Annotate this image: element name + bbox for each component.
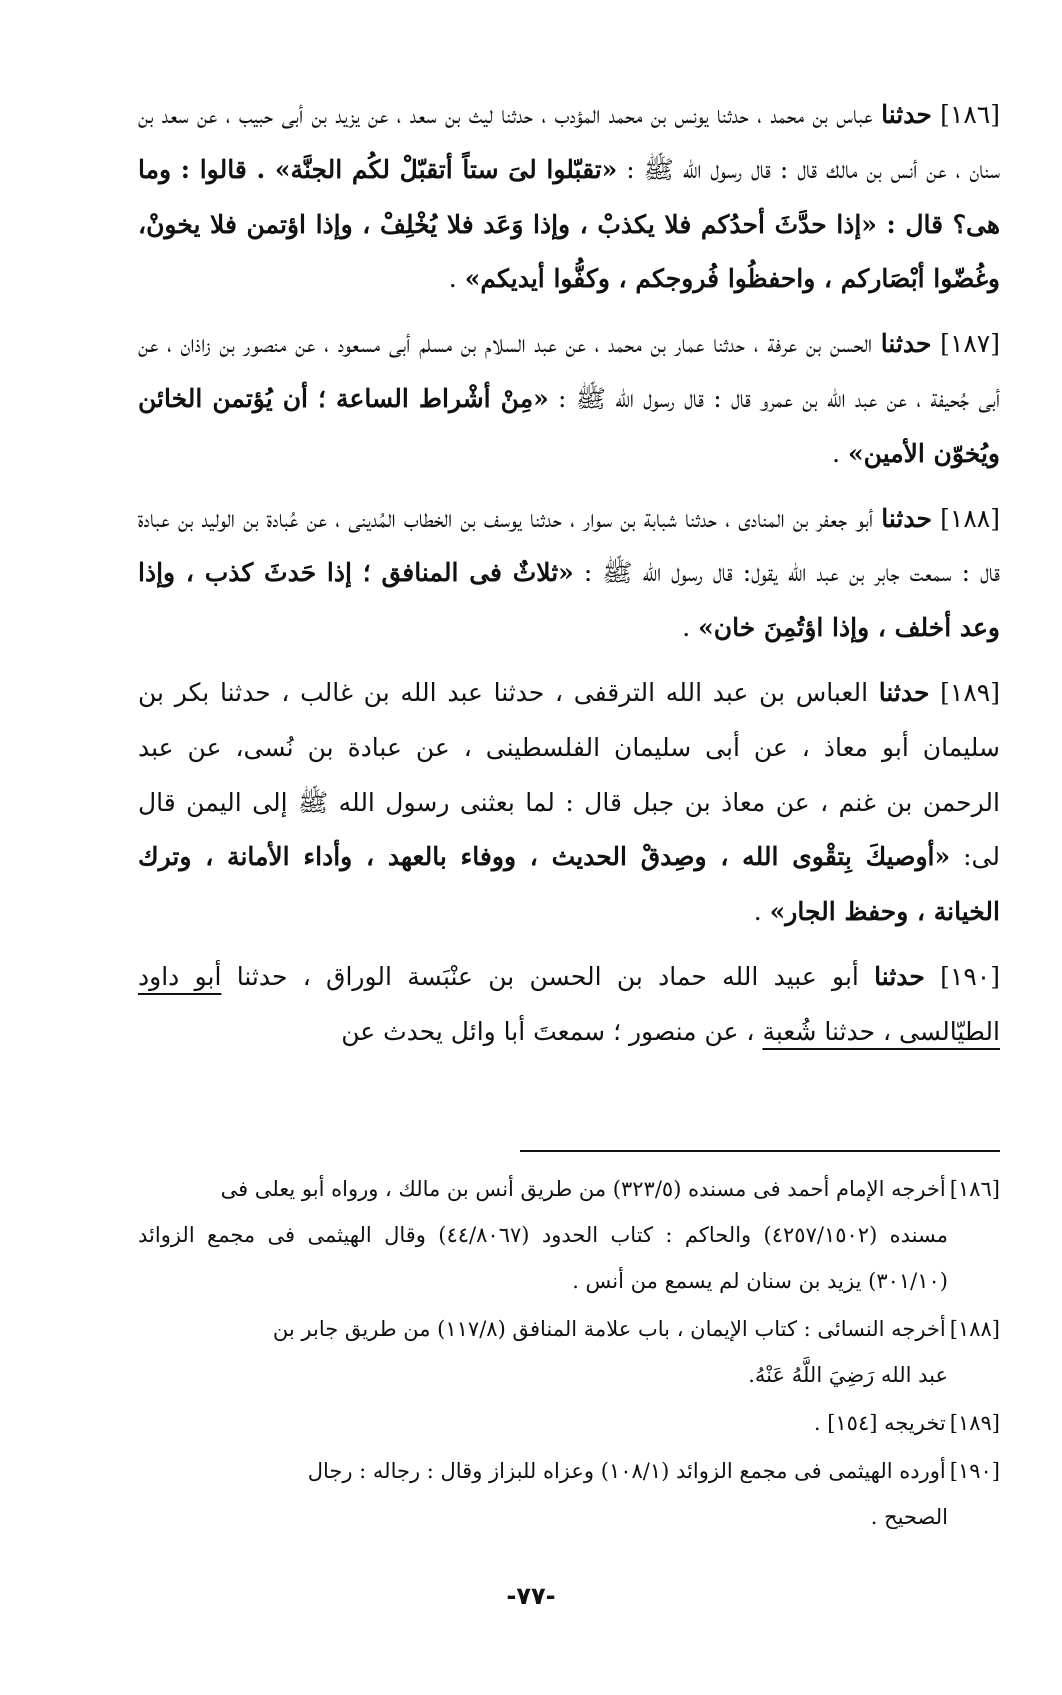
isnad-continuation: ، عن منصور ؛ سمعتَ أبا وائل يحدث عن [341,1016,763,1046]
hadith-number: [١٨٧] [940,329,1000,359]
hadith-186 [138,88,1000,307]
footnote-number: [١٨٦] [949,1177,1000,1201]
haddatha-word: حدثنا [881,503,932,533]
footnote-number: [١٩٠] [949,1459,1000,1483]
footnote-divider [520,1150,1000,1152]
footnote-189 [138,1400,1000,1446]
isnad-text: الحسن بن عرفة ، حدثنا عمار بن محمد ، عن عبد السلام بن مسلم أبى مسعود ، عن منصور بن زاذان ، عن أبى جُحيفة ، عن عبد الله بن عمرو قال : قال رسول الله ﷺ : [138,329,1001,413]
hadith-number: [١٨٨] [940,503,1000,533]
hadith-end: . [753,897,770,927]
isnad-text: عباس بن محمد ، حدثنا يونس بن محمد المؤدب ، حدثنا ليث بن سعد ، عن يزيد بن أبى حبيب ، عن سعد بن سنان ، عن أنس بن مالك قال : قال رسول الله ﷺ : [138,100,1000,184]
matn-text: «تقبّلوا لىَ ستاً أتقبّلْ لكُم الجنَّة» . قالوا : وما هى؟ قال : «إذا حدَّثَ أحدُكم فلا يكذبْ ، وإذا وَعَد فلا يُخْلِفْ ، وإذا اؤتمن فلا يخونْ، وغُضّوا أبْصَاركم ، واحفظُوا فُروجكم ، وكفُّوا أيديكم» [138,154,1000,294]
haddatha-word: حدثنا [881,100,932,129]
hadith-190 [138,950,1000,1060]
footnotes [138,1166,1000,1542]
underlined-narrators: أبو داود الطيّالسى ، حدثنا شُعبة [138,961,1000,1046]
haddatha-word: حدثنا [880,329,932,359]
hadith-187 [138,317,1000,481]
isnad-text: العباس بن عبد الله الترقفى ، حدثنا عبد الله بن غالب ، حدثنا بكر بن سليمان أبو معاذ ، عن أبى سليمان الفلسطينى ، عن عبادة بن نُسى، عن عبد الرحمن بن غنم ، عن معاذ بن جبل قال : لما بعثنى رسول الله ﷺ إلى اليمن قال لى: [138,677,1001,872]
matn-text: «ثلاثٌ فى المنافق ؛ إذا حَدثَ كذب ، وإذا وعد أخلف ، وإذا اؤتُمِنَ خان» [138,558,1000,643]
footnote-number: [١٨٨] [949,1317,1000,1341]
footnote-continuation: عبد الله رَضِيَ اللَّهُ عَنْهُ. [748,1363,948,1387]
isnad-text: أبو جعفر بن المنادى ، حدثنا شبابة بن سوار ، حدثنا يوسف بن الخطاب المُدينى ، عن عُبادة بن الوليد بن عبادة قال : سمعت جابر بن عبد الله يقول: قال رسول الله ﷺ : [138,503,1001,588]
footnote-text: أخرجه النسائى : كتاب الإيمان ، باب علامة المنافق (١١٧/٨) من طريق جابر بن [272,1317,946,1341]
footnote-text: تخريجه [١٥٤] . [813,1411,946,1435]
haddatha-word: حدثنا [878,677,930,707]
hadith-188 [138,492,1000,656]
hadith-number: [١٩٠] [940,961,1000,991]
footnote-number: [١٨٩] [949,1411,1000,1435]
hadith-end: . [832,438,849,468]
footnote-text: أخرجه الإمام أحمد فى مسنده (٣٢٣/٥) من طريق أنس بن مالك ، ورواه أبو يعلى فى [220,1177,946,1201]
footnote-text: أورده الهيثمى فى مجمع الزوائد (١٠٨/١) وعزاه للبزاز وقال : رجاله : رجال [307,1459,946,1483]
hadith-end: . [448,264,465,294]
matn-text: «مِنْ أشْراط الساعة ؛ أن يُؤتمن الخائن ويُخوّن الأمين» [138,383,1000,468]
haddatha-word: حدثنا [874,961,925,991]
footnote-188 [138,1306,1000,1398]
hadith-189 [138,666,1000,940]
page-number: -٧٧- [506,1582,556,1610]
hadith-number: [١٨٩] [940,677,1000,707]
hadith-number: [١٨٦] [940,100,1000,129]
footnote-continuation: الصحيح . [870,1505,948,1529]
hadith-end: . [682,613,699,643]
matn-text: «أوصيكَ بِتقْوى الله ، وصِدقْ الحديث ، ووفاء بالعهد ، وأداء الأمانة ، وترك الخيانة ، وحفظ الجار» [138,842,1000,927]
footnote-186 [138,1166,1000,1304]
main-text [138,88,1000,1070]
footnote-190 [138,1448,1000,1540]
isnad-text: أبو عبيد الله حماد بن الحسن بن عنْبَسة الوراق ، حدثنا [221,961,859,991]
footnote-continuation: مسنده (٤٢٥٧/١٥٠٢) والحاكم : كتاب الحدود (٤٤/٨٠٦٧) وقال الهيثمى فى مجمع الزوائد (٣٠١/١٠) يزيد بن سنان لم يسمع من أنس . [138,1223,948,1293]
